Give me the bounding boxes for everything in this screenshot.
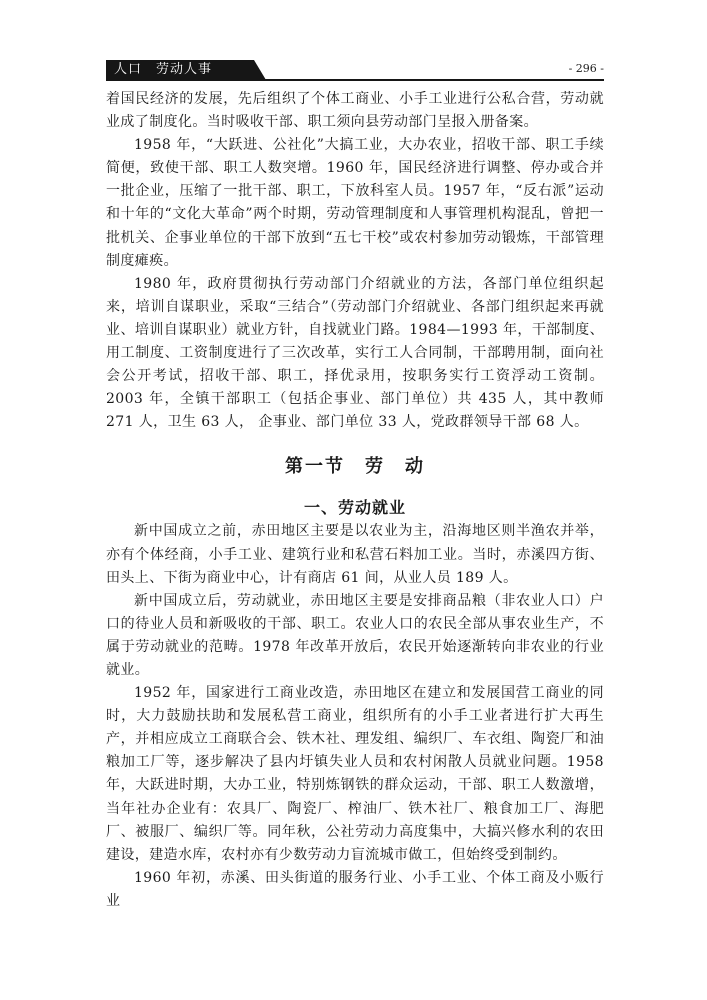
subsection-heading: 一、劳动就业 xyxy=(303,498,406,518)
page-number: - 296 - xyxy=(568,62,604,75)
paragraph: 1980 年，政府贯彻执行劳动部门介绍就业的方法，各部门单位组织起来，培训自谋职业，采取“三结合”（劳动部门介绍就业、各部门组织起来再就业、培训自谋职业）就业方针，自找就业门路。1984—1993 年，干部制度、用工制度、工资制度进行了三次改革，实行工人合同制，干部聘用制，面向社会公开考试，招收干部、职工，择优录用，按职务实行工资浮动工资制。2003 年，全镇干部职工（包括企事业、部门单位）共 435 人，其中教师 271 人，卫生 63 人， 企事业、部门单位 33 人，党政群领导干部 68 人。 xyxy=(106,275,604,431)
paragraph: 新中国成立后，劳动就业，赤田地区主要是安排商品粮（非农业人口）户口的待业人员和新吸收的干部、职工。农业人口的农民全部从事农业生产，不属于劳动就业的范畴。1978 年改革开放后，农民开始逐渐转向非农业的行业就业。 xyxy=(106,592,604,678)
running-header-title: 人口 劳动人事 xyxy=(114,62,213,77)
body-text xyxy=(106,88,604,913)
section-heading: 第一节 劳 动 xyxy=(285,456,425,478)
paragraph: 1960 年初，赤溪、田头街道的服务行业、小手工业、个体工商及小贩行业 xyxy=(106,869,604,909)
paragraph: 1958 年，“大跃进、公社化”大搞工业，大办农业，招收干部、职工手续简便，致使干部、职工人数突增。1960 年，国民经济进行调整、停办或合并一批企业，压缩了一批干部、职工，下放科室人员。1957 年，“反右派”运动和十年的“文化大革命”两个时期，劳动管理制度和人事管理机构混乱，曾把一批机关、企事业单位的干部下放到“五七干校”或农村参加劳动锻炼，干部管理制度瘫痪。 xyxy=(106,137,604,269)
paragraph: 1952 年，国家进行工商业改造，赤田地区在建立和发展国营工商业的同时，大力鼓励扶助和发展私营工商业，组织所有的小手工业者进行扩大再生产，并相应成立工商联合会、铁木社、理发组、编织厂、车衣组、陶瓷厂和油粮加工厂等，逐步解决了县内圩镇失业人员和农村闲散人员就业问题。1958 年，大跃进时期，大办工业，特别炼钢铁的群众运动，干部、职工人数激增，当年社办企业有：农具厂、陶瓷厂、榨油厂、铁木社厂、粮食加工厂、海肥厂、被服厂、编织厂等。同年秋，公社劳动力高度集中，大搞兴修水利的农田建设，建造水库，农村亦有少数劳动力盲流城市做工，但始终受到制约。 xyxy=(106,685,604,863)
paragraph-continued: 着国民经济的发展，先后组织了个体工商业、小手工业进行公私合营，劳动就业成了制度化。当时吸收干部、职工须向县劳动部门呈报入册备案。 xyxy=(106,91,604,131)
paragraph: 新中国成立之前，赤田地区主要是以农业为主，沿海地区则半渔农并举，亦有个体经商，小手工业、建筑行业和私营石料加工业。当时，赤溪四方街、田头上、下街为商业中心，计有商店 61 间，从业人员 189 人。 xyxy=(106,523,604,586)
header-rule xyxy=(106,79,604,81)
